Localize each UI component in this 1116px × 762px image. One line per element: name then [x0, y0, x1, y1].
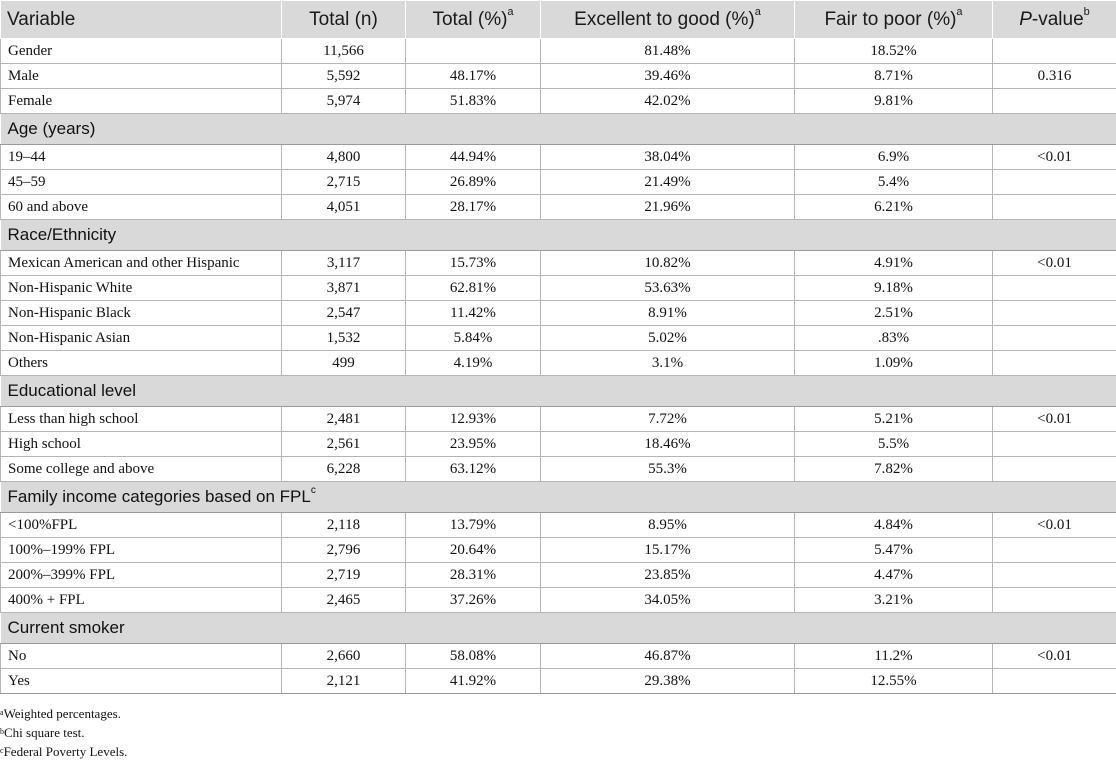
- cell-total: 23.95%: [406, 432, 541, 457]
- cell-variable: No: [1, 644, 282, 669]
- cell-fair: 18.52%: [795, 39, 993, 64]
- cell-total: 62.81%: [406, 276, 541, 301]
- cell-excellent: 5.02%: [541, 326, 795, 351]
- table-row: [1, 251, 1116, 276]
- cell-total: 28.17%: [406, 195, 541, 220]
- cell-total: 58.08%: [406, 644, 541, 669]
- cell-p: [993, 326, 1116, 351]
- table-row: [1, 145, 1116, 170]
- section-row-age: [1, 114, 1116, 145]
- cell-fair: 5.47%: [795, 538, 993, 563]
- cell-excellent: 81.48%: [541, 39, 795, 64]
- section-title-sup: c: [310, 485, 316, 496]
- cell-n: 2,715: [282, 170, 406, 195]
- cell-excellent: 21.49%: [541, 170, 795, 195]
- cell-variable: 19–44: [1, 145, 282, 170]
- table-row: [1, 195, 1116, 220]
- cell-variable: Mexican American and other Hispanic: [1, 251, 282, 276]
- cell-fair: 11.2%: [795, 644, 993, 669]
- cell-fair: 12.55%: [795, 669, 993, 694]
- table-row: [1, 64, 1116, 89]
- cell-p: <0.01: [993, 513, 1116, 538]
- table-row: [1, 301, 1116, 326]
- cell-variable: Some college and above: [1, 457, 282, 482]
- cell-fair: 4.47%: [795, 563, 993, 588]
- table-row: [1, 170, 1116, 195]
- cell-p: <0.01: [993, 407, 1116, 432]
- section-title: [1, 482, 1116, 513]
- footnote-marker: b: [0, 727, 4, 736]
- cell-p: [993, 432, 1116, 457]
- header-fair: Fair to poor (%)$^a$: [795, 1, 993, 39]
- cell-fair: 9.81%: [795, 89, 993, 114]
- cell-fair: 6.21%: [795, 195, 993, 220]
- cell-total: 44.94%: [406, 145, 541, 170]
- cell-n: 3,117: [282, 251, 406, 276]
- cell-excellent: 29.38%: [541, 669, 795, 694]
- table-row: [1, 39, 1116, 64]
- cell-variable: Non-Hispanic Black: [1, 301, 282, 326]
- header-row: [1, 1, 1116, 39]
- cell-excellent: 8.95%: [541, 513, 795, 538]
- cell-n: 4,800: [282, 145, 406, 170]
- footnote-text: Federal Poverty Levels.: [3, 744, 128, 759]
- cell-n: 2,660: [282, 644, 406, 669]
- cell-n: 11,566: [282, 39, 406, 64]
- cell-variable: 100%–199% FPL: [1, 538, 282, 563]
- cell-p: [993, 276, 1116, 301]
- cell-n: 5,974: [282, 89, 406, 114]
- table-row: [1, 351, 1116, 376]
- cell-total: 63.12%: [406, 457, 541, 482]
- cell-total: 51.83%: [406, 89, 541, 114]
- cell-n: 4,051: [282, 195, 406, 220]
- footnote: [0, 704, 127, 723]
- table-row: [1, 326, 1116, 351]
- cell-n: 2,481: [282, 407, 406, 432]
- cell-total: 13.79%: [406, 513, 541, 538]
- cell-p: [993, 39, 1116, 64]
- cell-excellent: 34.05%: [541, 588, 795, 613]
- section-row-income: [1, 482, 1116, 513]
- table-row: [1, 644, 1116, 669]
- table-row: [1, 588, 1116, 613]
- cell-variable: Female: [1, 89, 282, 114]
- cell-excellent: 53.63%: [541, 276, 795, 301]
- footnote-text: Weighted percentages.: [3, 706, 121, 721]
- header-total-pct: Total (%)$^a$: [406, 1, 541, 39]
- cell-p: [993, 195, 1116, 220]
- cell-excellent: 46.87%: [541, 644, 795, 669]
- cell-variable: Male: [1, 64, 282, 89]
- cell-n: 2,465: [282, 588, 406, 613]
- cell-excellent: 10.82%: [541, 251, 795, 276]
- cell-variable: High school: [1, 432, 282, 457]
- cell-excellent: 3.1%: [541, 351, 795, 376]
- cell-fair: 5.21%: [795, 407, 993, 432]
- cell-p: <0.01: [993, 145, 1116, 170]
- section-row-smoker: [1, 613, 1116, 644]
- cell-variable: <100%FPL: [1, 513, 282, 538]
- cell-fair: 5.4%: [795, 170, 993, 195]
- cell-total: 41.92%: [406, 669, 541, 694]
- cell-p: <0.01: [993, 251, 1116, 276]
- cell-variable: Non-Hispanic Asian: [1, 326, 282, 351]
- table-row: [1, 432, 1116, 457]
- header-p-value: P-value$^b$: [993, 1, 1116, 39]
- cell-n: 2,118: [282, 513, 406, 538]
- cell-excellent: 42.02%: [541, 89, 795, 114]
- cell-p: [993, 563, 1116, 588]
- cell-total: 5.84%: [406, 326, 541, 351]
- cell-excellent: 8.91%: [541, 301, 795, 326]
- cell-p: 0.316: [993, 64, 1116, 89]
- cell-excellent: 23.85%: [541, 563, 795, 588]
- table-row: [1, 669, 1116, 694]
- cell-variable: 400% + FPL: [1, 588, 282, 613]
- footnote: [0, 742, 127, 761]
- header-total-n: Total (n): [282, 1, 406, 39]
- cell-total: 4.19%: [406, 351, 541, 376]
- cell-n: 2,719: [282, 563, 406, 588]
- cell-n: 3,871: [282, 276, 406, 301]
- table-row: [1, 563, 1116, 588]
- cell-variable: 45–59: [1, 170, 282, 195]
- cell-p: [993, 89, 1116, 114]
- cell-excellent: 55.3%: [541, 457, 795, 482]
- cell-variable: Gender: [1, 39, 282, 64]
- cell-fair: 6.9%: [795, 145, 993, 170]
- cell-p: <0.01: [993, 644, 1116, 669]
- cell-variable: Yes: [1, 669, 282, 694]
- cell-n: 6,228: [282, 457, 406, 482]
- cell-fair: 4.91%: [795, 251, 993, 276]
- cell-total: 48.17%: [406, 64, 541, 89]
- table-row: [1, 457, 1116, 482]
- cell-p: [993, 669, 1116, 694]
- cell-total: 15.73%: [406, 251, 541, 276]
- cell-total: 26.89%: [406, 170, 541, 195]
- cell-n: 2,547: [282, 301, 406, 326]
- cell-n: 2,561: [282, 432, 406, 457]
- cell-variable: 200%–399% FPL: [1, 563, 282, 588]
- table-row: [1, 513, 1116, 538]
- cell-total: 12.93%: [406, 407, 541, 432]
- section-title: Age (years): [1, 114, 1116, 145]
- section-title: Current smoker: [1, 613, 1116, 644]
- cell-n: 5,592: [282, 64, 406, 89]
- cell-fair: 8.71%: [795, 64, 993, 89]
- table-row: [1, 276, 1116, 301]
- footnote-text: Chi square test.: [4, 725, 85, 740]
- cell-excellent: 21.96%: [541, 195, 795, 220]
- cell-fair: 5.5%: [795, 432, 993, 457]
- cell-variable: Less than high school: [1, 407, 282, 432]
- section-row-race: [1, 220, 1116, 251]
- cell-fair: 7.82%: [795, 457, 993, 482]
- cell-total: 11.42%: [406, 301, 541, 326]
- cell-fair: 4.84%: [795, 513, 993, 538]
- header-excellent: Excellent to good (%)$^a$: [541, 1, 795, 39]
- cell-n: 1,532: [282, 326, 406, 351]
- table-row: [1, 538, 1116, 563]
- cell-fair: 2.51%: [795, 301, 993, 326]
- cell-n: 2,796: [282, 538, 406, 563]
- cell-total: 20.64%: [406, 538, 541, 563]
- cell-p: [993, 170, 1116, 195]
- cell-excellent: 39.46%: [541, 64, 795, 89]
- cell-fair: 3.21%: [795, 588, 993, 613]
- section-title: Race/Ethnicity: [1, 220, 1116, 251]
- cell-p: [993, 301, 1116, 326]
- cell-p: [993, 351, 1116, 376]
- cell-fair: .83%: [795, 326, 993, 351]
- cell-n: 2,121: [282, 669, 406, 694]
- section-row-education: [1, 376, 1116, 407]
- cell-total: 28.31%: [406, 563, 541, 588]
- footnotes: [0, 704, 127, 761]
- cell-variable: Others: [1, 351, 282, 376]
- cell-total: 37.26%: [406, 588, 541, 613]
- cell-fair: 9.18%: [795, 276, 993, 301]
- section-title: Educational level: [1, 376, 1116, 407]
- footnote-marker: a: [0, 708, 4, 717]
- cell-p: [993, 457, 1116, 482]
- cell-p: [993, 538, 1116, 563]
- cell-variable: 60 and above: [1, 195, 282, 220]
- table-row: [1, 407, 1116, 432]
- cell-p: [993, 588, 1116, 613]
- cell-excellent: 7.72%: [541, 407, 795, 432]
- footnote: [0, 723, 127, 742]
- cell-excellent: 15.17%: [541, 538, 795, 563]
- cell-total: [406, 39, 541, 64]
- cell-n: 499: [282, 351, 406, 376]
- section-title-text: Family income categories based on FPL: [7, 487, 311, 506]
- header-variable: Variable: [1, 1, 282, 39]
- cell-variable: Non-Hispanic White: [1, 276, 282, 301]
- table-row: [1, 89, 1116, 114]
- cell-fair: 1.09%: [795, 351, 993, 376]
- footnote-marker: c: [0, 746, 4, 755]
- cell-excellent: 18.46%: [541, 432, 795, 457]
- cell-excellent: 38.04%: [541, 145, 795, 170]
